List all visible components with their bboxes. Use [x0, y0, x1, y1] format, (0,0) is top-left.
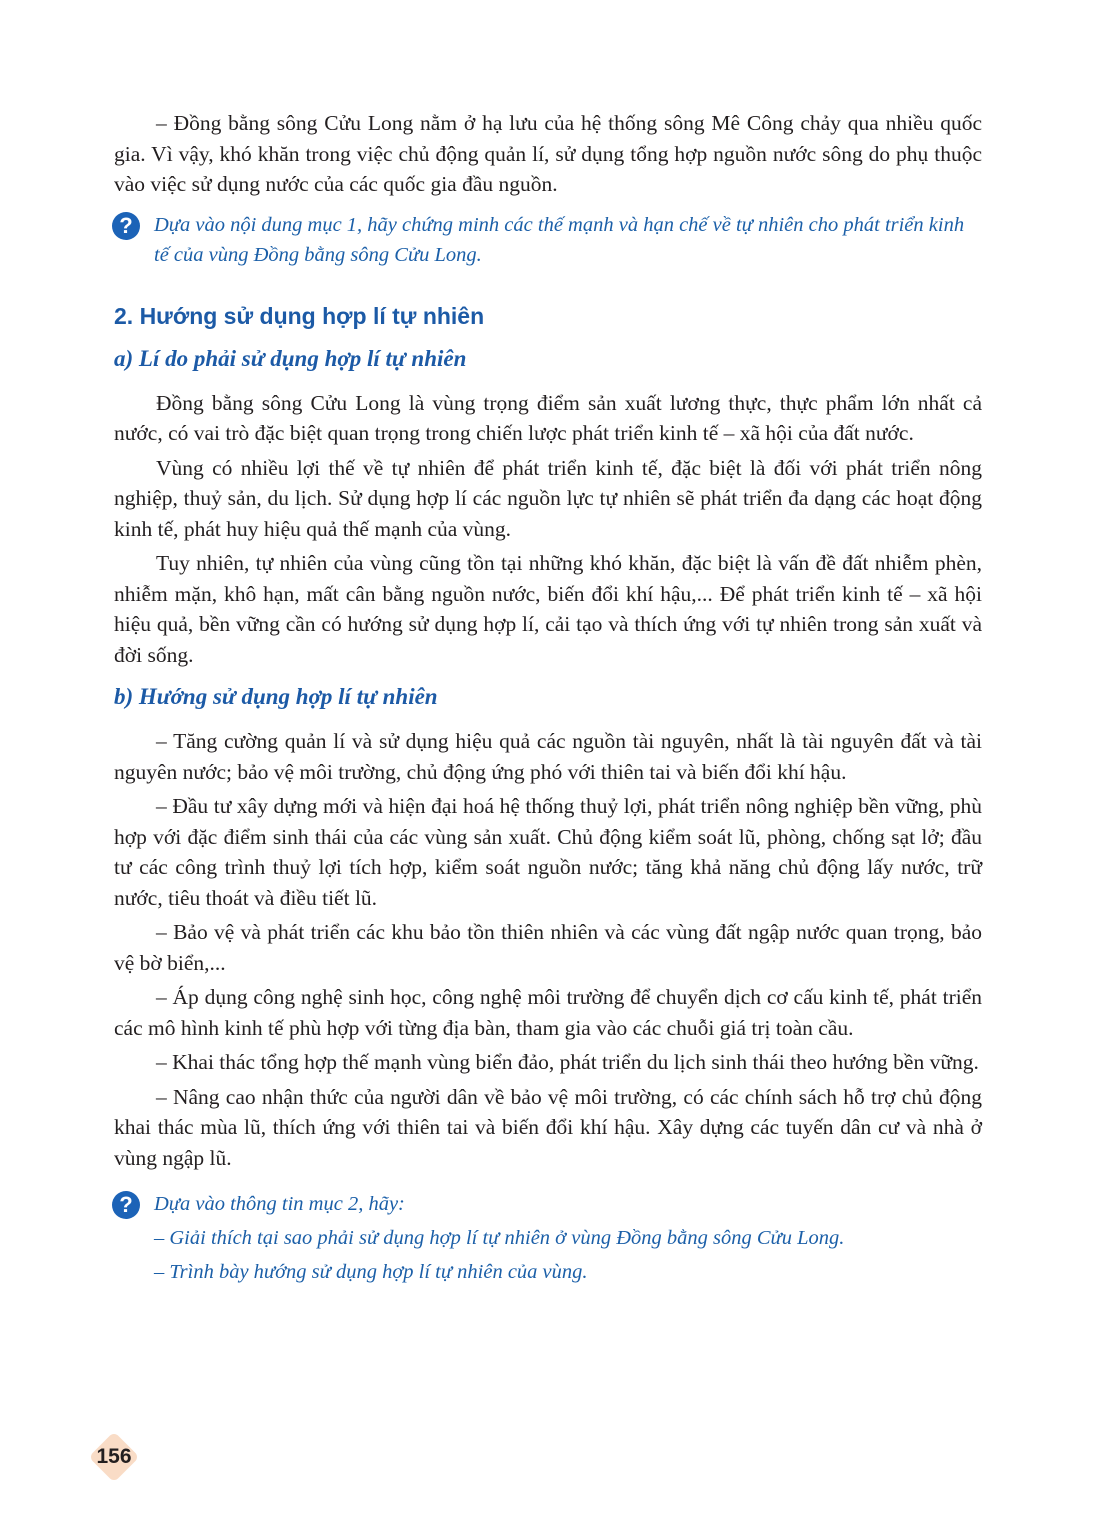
question-2-line-2: – Giải thích tại sao phải sử dụng hợp lí tự nhiên ở vùng Đồng bằng sông Cửu Long.: [154, 1227, 845, 1249]
paragraph-b-3: – Bảo vệ và phát triển các khu bảo tồn thiên nhiên và các vùng đất ngập nước quan trọng, bảo vệ bờ biển,...: [114, 920, 982, 975]
paragraph-b-1: – Tăng cường quản lí và sử dụng hiệu quả các nguồn tài nguyên, nhất là tài nguyên đất và tài nguyên nước; bảo vệ môi trường, chủ động ứng phó với thiên tai và biến đổi khí hậu.: [114, 729, 982, 784]
page-number: 156: [96, 1445, 132, 1468]
paragraph-a-1: Đồng bằng sông Cửu Long là vùng trọng điểm sản xuất lương thực, thực phẩm lớn nhất cả nước, có vai trò đặc biệt quan trọng trong chiến lược phát triển kinh tế – xã hội của đất nước.: [114, 390, 982, 445]
paragraph-b-2: – Đầu tư xây dựng mới và hiện đại hoá hệ thống thuỷ lợi, phát triển nông nghiệp bền vững, phù hợp với đặc điểm sinh thái của các vùng sản xuất. Chủ động kiểm soát lũ, phòng, chống sạt lở; đầu tư các công trình thuỷ lợi tích hợp, kiểm soát nguồn nước; tăng khả năng chủ động lấy nước, trữ nước, tiêu thoát và điều tiết lũ.: [114, 794, 982, 910]
paragraph-a-3: Tuy nhiên, tự nhiên của vùng cũng tồn tại những khó khăn, đặc biệt là vấn đề đất nhiễm phèn, nhiễm mặn, khô hạn, mất cân bằng nguồn nước, biến đổi khí hậu,... Để phát triển kinh tế – xã hội hiệu quả, bền vững cần có hướng sử dụng hợp lí, cải tạo và thích ứng với tự nhiên trong sản xuất và đời sống.: [114, 551, 982, 667]
question-block-2: [114, 1189, 982, 1287]
question-1-text: Dựa vào nội dung mục 1, hãy chứng minh các thế mạnh và hạn chế về tự nhiên cho phát triển kinh tế của vùng Đồng bằng sông Cửu Long.: [154, 213, 965, 266]
paragraph-b-5: – Khai thác tổng hợp thế mạnh vùng biển đảo, phát triển du lịch sinh thái theo hướng bền vững.: [156, 1050, 979, 1074]
paragraph-b-4: – Áp dụng công nghệ sinh học, công nghệ môi trường để chuyển dịch cơ cấu kinh tế, phát triển các mô hình kinh tế phù hợp với từng địa bàn, tham gia vào các chuỗi giá trị toàn cầu.: [114, 985, 982, 1040]
question-2-line-1: Dựa vào thông tin mục 2, hãy:: [154, 1193, 405, 1215]
page-content: [114, 108, 982, 1287]
question-icon: ?: [112, 1191, 140, 1219]
question-icon: ?: [112, 212, 140, 240]
subsection-b-title: b) Hướng sử dụng hợp lí tự nhiên: [114, 684, 438, 709]
intro-paragraph: – Đồng bằng sông Cửu Long nằm ở hạ lưu của hệ thống sông Mê Công chảy qua nhiều quốc gia. Vì vậy, khó khăn trong việc chủ động quản lí, sử dụng tổng hợp nguồn nước sông do phụ thuộc vào việc sử dụng nước của các quốc gia đầu nguồn.: [114, 111, 982, 196]
paragraph-a-2: Vùng có nhiều lợi thế về tự nhiên để phát triển kinh tế, đặc biệt là đối với phát triển nông nghiệp, thuỷ sản, du lịch. Sử dụng hợp lí các nguồn lực tự nhiên sẽ phát triển đa dạng các hoạt động kinh tế, phát huy hiệu quả thế mạnh của vùng.: [114, 455, 982, 541]
subsection-a-title: a) Lí do phải sử dụng hợp lí tự nhiên: [114, 345, 467, 371]
question-2-line-3: – Trình bày hướng sử dụng hợp lí tự nhiên của vùng.: [154, 1261, 588, 1283]
page-number-badge: [88, 1437, 140, 1481]
question-block-1: [114, 210, 982, 270]
section-2-title: 2. Hướng sử dụng hợp lí tự nhiên: [114, 302, 485, 329]
paragraph-b-6: – Nâng cao nhận thức của người dân về bảo vệ môi trường, có các chính sách hỗ trợ chủ động khai thác mùa lũ, thích ứng với thiên tai và biến đổi khí hậu. Xây dựng các tuyến dân cư và nhà ở vùng ngập lũ.: [114, 1084, 982, 1170]
